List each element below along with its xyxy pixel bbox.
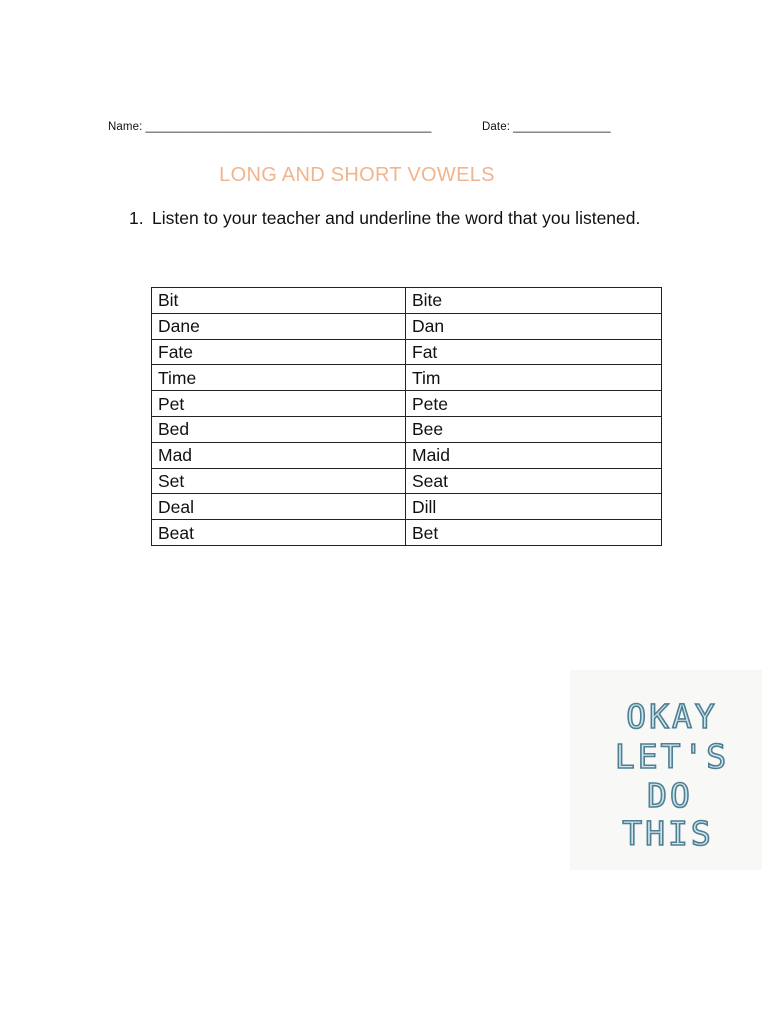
word-cell[interactable]: Bee xyxy=(406,416,662,442)
word-cell[interactable]: Beat xyxy=(152,520,406,546)
word-cell[interactable]: Dane xyxy=(152,313,406,339)
word-cell[interactable]: Fate xyxy=(152,339,406,365)
table-row xyxy=(152,442,662,468)
table-row xyxy=(152,339,662,365)
word-cell[interactable]: Set xyxy=(152,468,406,494)
word-cell[interactable]: Dill xyxy=(406,494,662,520)
word-cell[interactable]: Bet xyxy=(406,520,662,546)
table-row xyxy=(152,313,662,339)
word-cell[interactable]: Tim xyxy=(406,365,662,391)
word-cell[interactable]: Seat xyxy=(406,468,662,494)
word-cell[interactable]: Deal xyxy=(152,494,406,520)
okay-lets-do-this-illustration xyxy=(570,670,762,870)
table-row xyxy=(152,391,662,417)
sticker-line: LET'S xyxy=(614,737,730,776)
word-cell[interactable]: Mad xyxy=(152,442,406,468)
word-cell[interactable]: Maid xyxy=(406,442,662,468)
word-cell[interactable]: Pete xyxy=(406,391,662,417)
table-row xyxy=(152,468,662,494)
instruction-number: 1. xyxy=(129,208,144,228)
lettering-art xyxy=(570,670,762,870)
word-cell[interactable]: Bed xyxy=(152,416,406,442)
sticker-line: DO xyxy=(647,776,693,815)
word-cell[interactable]: Bite xyxy=(406,288,662,314)
date-field[interactable]: Date: _______________ xyxy=(482,121,611,133)
word-cell[interactable]: Bit xyxy=(152,288,406,314)
table-row xyxy=(152,288,662,314)
word-table xyxy=(151,287,662,546)
sticker-line: THIS xyxy=(622,814,714,853)
table-row xyxy=(152,365,662,391)
instruction-text: Listen to your teacher and underline the word that you listened. xyxy=(152,208,641,228)
worksheet-title: LONG AND SHORT VOWELS xyxy=(219,164,495,186)
word-cell[interactable]: Pet xyxy=(152,391,406,417)
word-cell[interactable]: Time xyxy=(152,365,406,391)
word-cell[interactable]: Fat xyxy=(406,339,662,365)
name-field[interactable]: Name: ____________________________________________ xyxy=(108,121,432,133)
table-row xyxy=(152,416,662,442)
header-line xyxy=(108,121,611,133)
sticker-line: OKAY xyxy=(626,697,718,736)
table-row xyxy=(152,520,662,546)
table-row xyxy=(152,494,662,520)
word-cell[interactable]: Dan xyxy=(406,313,662,339)
instruction xyxy=(129,205,649,232)
